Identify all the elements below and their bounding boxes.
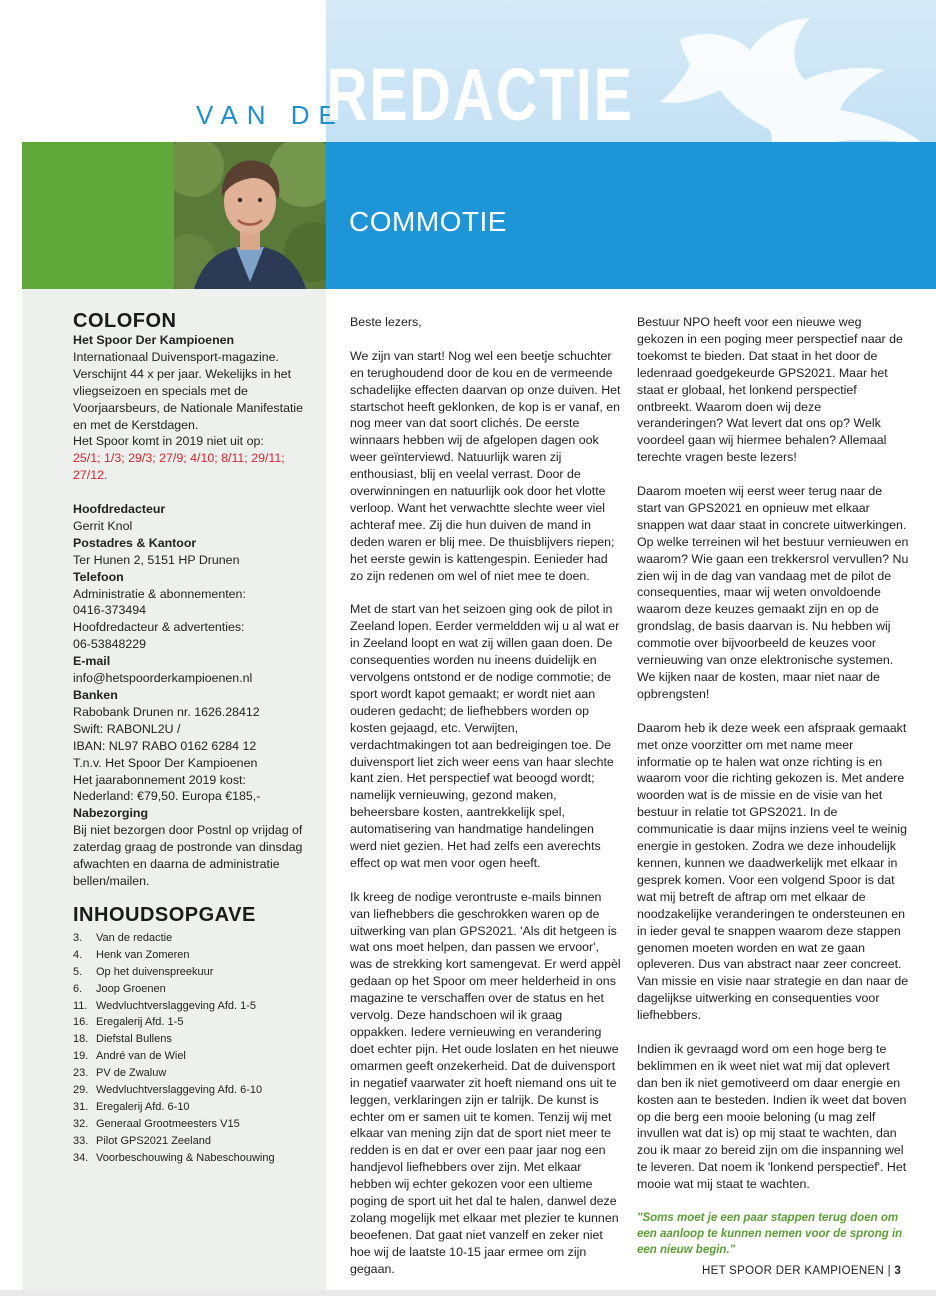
toc-item[interactable] <box>73 1082 318 1099</box>
address: Ter Hunen 2, 5151 HP Drunen <box>73 552 240 567</box>
toc-title: Pilot GPS2021 Zeeland <box>96 1134 211 1147</box>
phone-admin-label: Administratie & abonnementen: <box>73 586 246 601</box>
article-paragraph: Met de start van het seizoen ging ook de pilot in Zeeland lopen. Eerder vermeldden wij u al wat er in Zeeland loopt en wat zij willen gaan doen. De consequenties worden nu ineens duidelijk en vervolgens ontstond er de nodige commotie; de sport wordt kapot gemaakt; er wordt niet aan ouderen gedacht; de liefhebbers worden op kosten gejaagd, etc. Verwijten, verdachtmakingen tot aan bedreigingen toe. De duivensport liet zich weer eens van haar slechte kant zien. Het perspectief wat beoogd wordt; namelijk vernieuwing, gezond maken, beheersbare kosten, aantrekkelijk spel, automatisering van handmatige handelingen werd niet gezien. Het had zelfs een averechts effect op wat men voor ogen heeft. <box>350 602 620 870</box>
aftercare-text: Bij niet bezorgen door Postnl op vrijdag of zaterdag graag de postronde van dinsdag afwachten en daarna de administratie bellen/mailen. <box>73 823 303 888</box>
toc-item[interactable] <box>73 1065 318 1082</box>
article-paragraph: Bestuur NPO heeft voor een nieuwe weg gekozen in een poging meer perspectief naar de toekomst te bieden. Dat staat in het door de ledenraad goedgekeurde GPS2021. Maar het staat er globaal, het lonkend perspectief ontbreekt. Waarom doen wij deze veranderingen? Wat levert dat ons op? Welk voordeel gaan wij hiermee behalen? Allemaal terechte vragen beste lezers! <box>637 315 903 465</box>
toc-page: 23. <box>73 1067 89 1080</box>
page-footer <box>702 1265 901 1277</box>
toc-title: Joop Groenen <box>96 982 166 995</box>
no-issue-note: Het Spoor komt in 2019 niet uit op: <box>73 434 264 449</box>
colofon-heading: COLOFON <box>73 310 177 332</box>
toc-item[interactable] <box>73 964 318 981</box>
editor-photo <box>174 142 326 289</box>
toc-title: Op het duivenspreekuur <box>96 965 214 978</box>
aftercare-label: Nabezorging <box>73 806 149 821</box>
article-paragraph: Indien ik gevraagd word om een hoge berg te beklimmen en ik weet niet wat mij dat oplevert dan ben ik niet gemotiveerd om daar energie en kosten aan te besteden. Indien ik weet dat boven op die berg een mooie beloning (u mag zelf invullen wat dat is) op mij staat te wachten, dan zou ik maar zo bereid zijn om die inspanning wel te leveren. Dat noem ik 'lonkend perspectief'. Het mooie wat mij staat te wachten. <box>637 1041 907 1192</box>
bank-line: IBAN: NL97 RABO 0162 6284 12 <box>73 738 257 753</box>
editor-label: Hoofdredacteur <box>73 502 166 517</box>
toc-title: André van de Wiel <box>96 1050 186 1063</box>
toc-page: 33. <box>73 1134 89 1147</box>
section-prefix: VAN DE <box>196 100 345 130</box>
toc-item[interactable] <box>73 1099 318 1116</box>
toc-item[interactable] <box>73 930 318 947</box>
bottom-divider <box>0 1290 936 1296</box>
bank-line: Swift: RABONL2U / <box>73 721 181 736</box>
editor-name: Gerrit Knol <box>73 518 133 533</box>
toc-item[interactable] <box>73 1031 318 1048</box>
toc-item[interactable] <box>73 1116 318 1133</box>
toc-item[interactable] <box>73 1133 318 1150</box>
toc-title: Eregalerij Afd. 6-10 <box>96 1100 190 1113</box>
publication-name: Het Spoor Der Kampioenen <box>73 333 235 347</box>
toc-title: Wedvluchtverslaggeving Afd. 6-10 <box>96 1084 263 1097</box>
toc-page: 18. <box>73 1033 89 1046</box>
toc-page: 32. <box>73 1117 89 1130</box>
bank-line: T.n.v. Het Spoor Der Kampioenen <box>73 755 258 770</box>
toc-title: Eregalerij Afd. 1-5 <box>96 1016 184 1029</box>
toc-title: PV de Zwaluw <box>96 1067 167 1080</box>
bank-line: Rabobank Drunen nr. 1626.28412 <box>73 704 260 719</box>
toc-page: 16. <box>73 1016 89 1029</box>
toc-item[interactable] <box>73 1014 318 1031</box>
email-label: E-mail <box>73 654 111 669</box>
subscription-line: Nederland: €79,50. Europa €185,- <box>73 789 261 804</box>
toc-page: 6. <box>73 982 83 995</box>
toc-title: Wedvluchtverslaggeving Afd. 1-5 <box>96 999 256 1012</box>
no-issue-dates: 25/1; 1/3; 29/3; 27/9; 4/10; 8/11; 29/11; 27/12. <box>73 451 285 483</box>
phone-label: Telefoon <box>73 569 124 584</box>
article-paragraph: We zijn van start! Nog wel een beetje schuchter en terughoudend door de kou en de vermeende schadelijke effecten daarvan op onze duiven. Het startschot heeft geklonken, de kop is er vanaf, en nog meer van dat soort clichés. De eerste winnaars hebben wij de afgelopen dagen ook weer geïnterviewd. Natuurlijk waren zij enthousiast, blij en veelal verrast. Door de overwinningen en natuurlijk ook door het vlotte verloop. Want het verwachtte slechte weer viel achteraf mee. Zij die hun duiven de mand in deden waren er blij mee. De thuisblijvers riepen; het eerste gewin is kattengespin. Eenieder had zo zijn redenen om wel of niet mee te doen. <box>350 348 621 583</box>
toc-page: 11. <box>73 999 88 1012</box>
banks-label: Banken <box>73 688 118 703</box>
article-paragraph: Ik kreeg de nodige verontruste e-mails binnen van liefhebbers die geschrokken waren op de uitwerking van plan GPS2021. 'Als dit hetgeen is wat ons moet helpen, dan passen we ervoor', was de strekking kort samengevat. Er werd appèl gedaan op het Spoor om meer helderheid in ons magazine te verschaffen over de status en het vervolg. Deze handschoen wil ik graag oppakken. Iedere vernieuwing en verandering doet echter pijn. Het oude loslaten en het nieuwe omarmen geeft onzekerheid. Dat de duivensport in negatief vaarwater zit hoeft niemand ons uit te leggen, verklaringen zijn er talrijk. De kunst is echter om er samen uit te komen. Tenzij wij met elkaar van mening zijn dat de sport niet meer te redden is en dat er over een paar jaar nog een handjevol liefhebbers over zijn. Met elkaar hebben wij echter gekozen voor een ultieme poging de sport uit het dal te halen, danwel deze zolang mogelijk met elkaar met plezier te kunnen beoefenen. Dat gaat niet vanzelf en zeker niet hoe wij de laatste 10-15 jaar ermee om zijn gegaan. <box>350 889 621 1276</box>
article-paragraph: Beste lezers, <box>350 315 422 329</box>
phone-editor: 06-53848229 <box>73 637 147 652</box>
toc-page: 31. <box>73 1100 89 1113</box>
article-column-1 <box>350 314 622 1295</box>
toc-title: Henk van Zomeren <box>96 948 190 961</box>
publication-description: Internationaal Duivensport-magazine. Verschijnt 44 x per jaar. Wekelijks in het vliegseizoen en specials met de Voorjaarsbeurs, de Nationale Manifestatie en met de Kerstdagen. <box>73 349 304 432</box>
phone-admin: 0416-373494 <box>73 603 147 618</box>
toc-item[interactable] <box>73 1150 318 1167</box>
toc-item[interactable] <box>73 981 318 998</box>
toc-page: 29. <box>73 1084 89 1097</box>
toc-page: 34. <box>73 1151 89 1164</box>
phone-editor-label: Hoofdredacteur & advertenties: <box>73 620 245 635</box>
subscription-line: Het jaarabonnement 2019 kost: <box>73 772 246 787</box>
toc-page: 4. <box>73 948 83 961</box>
article-column-2 <box>637 314 909 1275</box>
toc-item[interactable] <box>73 947 318 964</box>
section-title: REDACTIE <box>326 53 634 136</box>
toc-item[interactable] <box>73 998 318 1015</box>
footer-magazine-name: HET SPOOR DER KAMPIOENEN | <box>702 1265 891 1277</box>
article-title: COMMOTIE <box>349 206 507 237</box>
email-address[interactable]: info@hetspoorderkampioenen.nl <box>73 671 253 686</box>
toc-page: 3. <box>73 931 83 944</box>
colofon-sidebar <box>73 310 318 1167</box>
toc-title: Voorbeschouwing & Nabeschouwing <box>96 1151 275 1164</box>
page-number: 3 <box>894 1265 902 1277</box>
pull-quote: "Soms moet je een paar stappen terug doen om een aanloop te kunnen nemen voor de sprong in een nieuw begin." <box>637 1211 903 1256</box>
address-label: Postadres & Kantoor <box>73 535 197 550</box>
article-paragraph: Daarom moeten wij eerst weer terug naar de start van GPS2021 en opnieuw met elkaar snappen wat daar staat in concrete uitwerkingen. Op welke terreinen wil het bestuur vernieuwen en waarom? Wie gaan een trekkersrol vervullen? Nu zien wij in de dag van vandaag met de pilot de consequenties, maar wij weten onvoldoende waarom deze keuzes gemaakt zijn en op de grondslag, de basis daarvan is. Nu hebben wij commotie over bijvoorbeeld de keuzes voor vernieuwing van onze elektronische systemen. We kijken naar de kosten, maar niet naar de opbrengsten! <box>637 484 909 701</box>
header-green-block <box>22 142 174 289</box>
toc-title: Van de redactie <box>96 931 173 944</box>
toc-title: Generaal Grootmeesters V15 <box>96 1117 240 1130</box>
toc-page: 19. <box>73 1050 89 1063</box>
toc-title: Diefstal Bullens <box>96 1033 172 1046</box>
toc-page: 5. <box>73 965 83 978</box>
article-paragraph: Daarom heb ik deze week een afspraak gemaakt met onze voorzitter om met name meer informatie op te halen wat onze richting is en waarom voor die richting gekozen is. Met andere woorden wat is de missie en de visie van het bestuur in relatie tot GPS2021. In de communicatie is daar mijns inziens veel te weinig energie in gestoken. Zodra we deze inhoudelijk kennen, kunnen we daadwerkelijk met elkaar in gesprek komen. Voor een volgend Spoor is dat wat mij betreft de aftrap om met elkaar de noodzakelijke veranderingen te ondersteunen en in ieder geval te snappen waarom deze stappen genomen moeten worden en wat ze gaan opleveren. Dus van abstract naar zeer concreet. Van missie en visie naar strategie en dan naar de dagelijkse uitwerking en consequenties voor liefhebbers. <box>637 720 909 1023</box>
toc-list <box>73 930 318 1167</box>
toc-heading: INHOUDSOPGAVE <box>73 903 256 926</box>
toc-item[interactable] <box>73 1048 318 1065</box>
